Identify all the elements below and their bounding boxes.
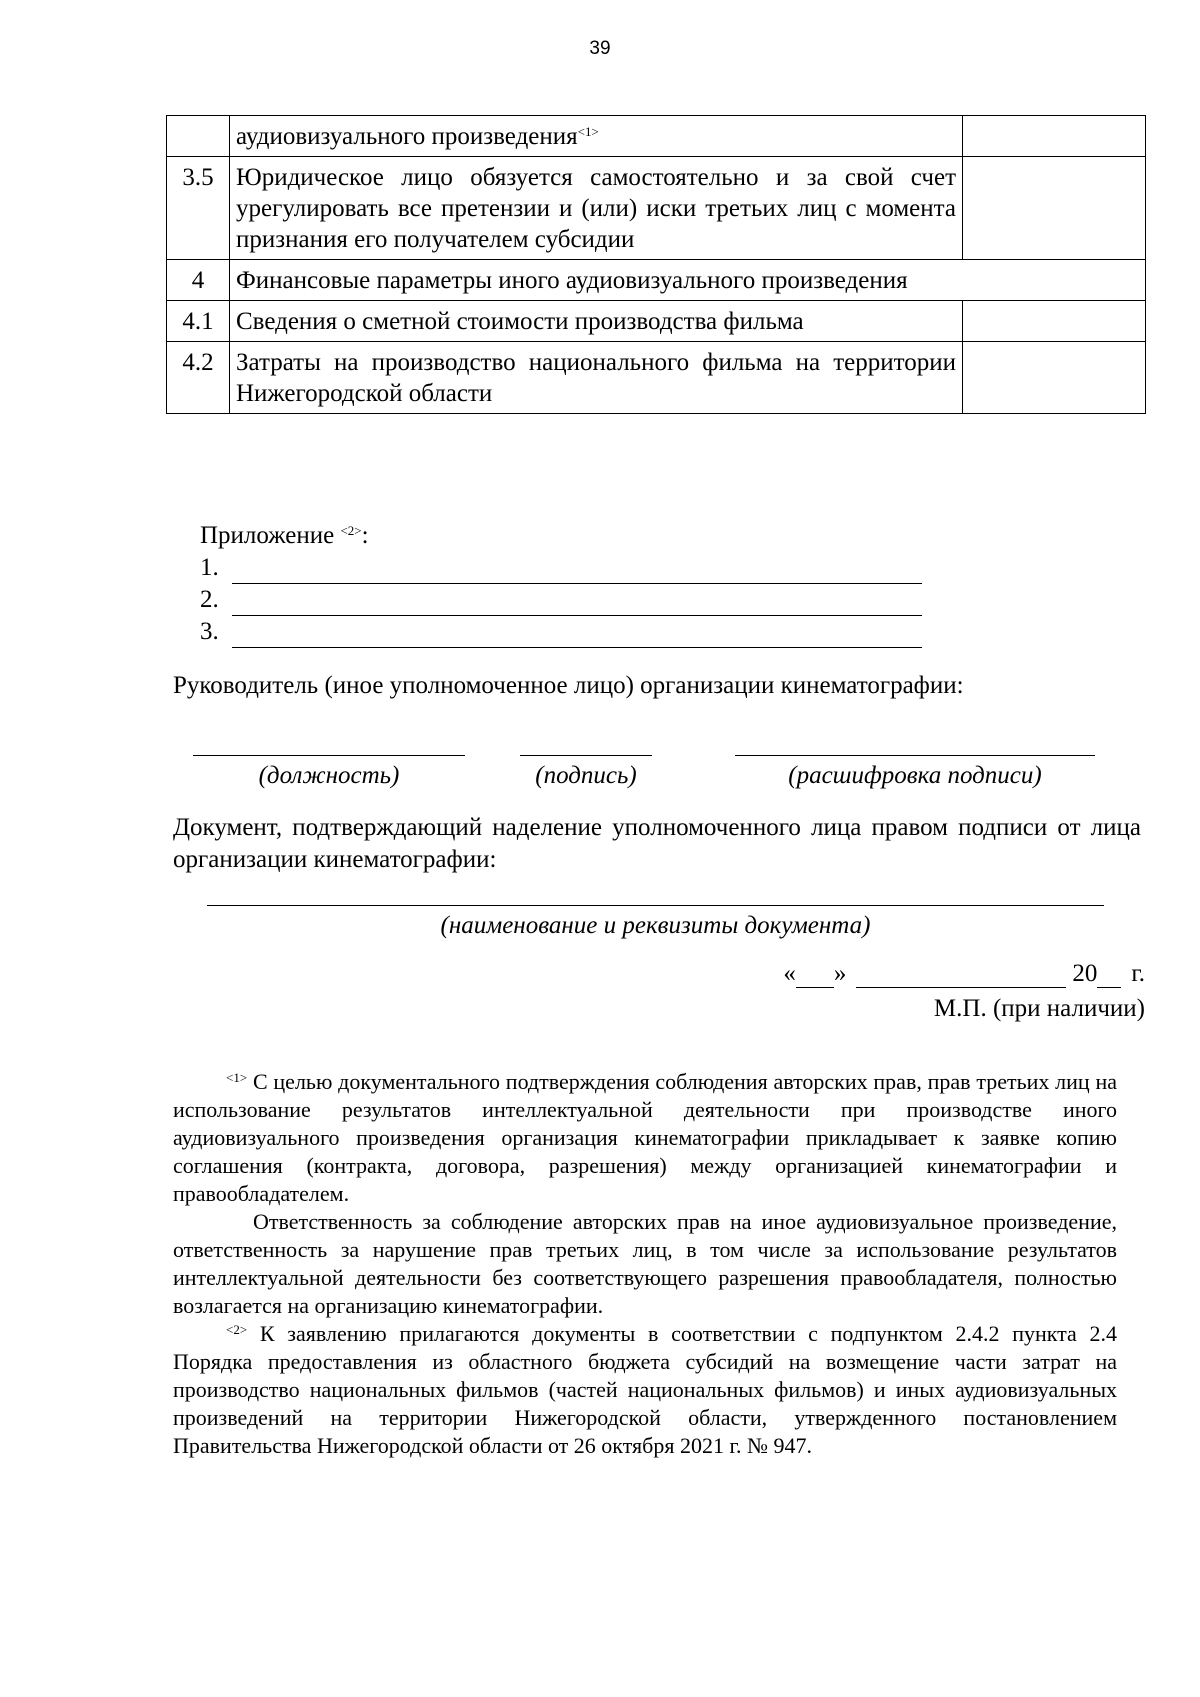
row-number: 3.5 [167, 157, 230, 260]
decode-field[interactable] [735, 735, 1095, 790]
footnote-ref-2: <2> [340, 523, 362, 538]
row-number [167, 116, 230, 157]
row-value [963, 342, 1146, 414]
appendix-block [200, 520, 922, 648]
appendix-item[interactable]: 2. [200, 584, 922, 616]
appendix-item[interactable]: 1. [200, 552, 922, 584]
row-value [963, 157, 1146, 260]
table-row [167, 157, 1146, 260]
year-blank[interactable] [1097, 965, 1121, 988]
footnotes [173, 1068, 1117, 1460]
doc-line: Документ, подтверждающий наделение уполномоченного лица правом подписи от лица организации кинематографии: [173, 814, 1141, 873]
row-number: 4 [167, 260, 230, 301]
row-number: 4.1 [167, 301, 230, 342]
decode-label: (расшифровка подписи) [788, 762, 1042, 789]
row-value [963, 301, 1146, 342]
row-value [963, 116, 1146, 157]
table-row [167, 301, 1146, 342]
position-label: (должность) [258, 762, 400, 789]
blank-line[interactable] [232, 591, 922, 616]
parameters-table [166, 115, 1146, 414]
appendix-title: Приложение $^{<2>}$: [200, 522, 369, 549]
blank-line[interactable] [232, 559, 922, 584]
table-row [167, 116, 1146, 157]
table-row [167, 260, 1146, 301]
footnote-1: $^{<1>}$ С целью документального подтверждения соблюдения авторских прав, прав третьих лиц на использование результатов интеллектуальной деятельности при производстве иного аудиовизуального произведения организация кинематографии прикладывает к заявке копию соглашения (контракта, договора, разрешения) между организацией кинематографии и правообладателем. [173, 1069, 1118, 1206]
row-text: Затраты на производство национального фильма на территории Нижегородской области [230, 342, 963, 414]
blank-line[interactable] [232, 623, 922, 648]
doc-name-label: (наименование и реквизиты документа) [440, 912, 871, 939]
row-text: аудиовизуального произведения$^{<1>}$ [230, 116, 963, 157]
signature-row [0, 735, 1200, 795]
sign-field[interactable] [520, 735, 652, 790]
doc-name-field[interactable] [207, 887, 1104, 940]
position-field[interactable] [193, 735, 465, 790]
footnote-2: $^{<2>}$ К заявлению прилагаются документы в соответствии с подпунктом 2.4.2 пункта 2.4 Порядка предоставления из областного бюджета субсидий на возмещение части затрат на производство национальных фильмов (частей национальных фильмов) и иных аудиовизуальных произведений на территории Нижегородской области, утвержденного постановлением Правительства Нижегородской области от 26 октября 2021 г. № 947. [173, 1321, 1118, 1458]
row-text: Юридическое лицо обязуется самостоятельно и за свой счет урегулировать все претензии и (или) иски третьих лиц с момента признания его получателем субсидии [230, 157, 963, 260]
month-blank[interactable] [856, 965, 1066, 988]
day-blank[interactable] [796, 965, 834, 988]
appendix-item[interactable]: 3. [200, 616, 922, 648]
footnote-1-continued: Ответственность за соблюдение авторских прав на иное аудиовизуальное произведение, ответственность за нарушение прав третьих лиц, в том числе за использование результатов интеллектуальной деятельности без соответствующего разрешения правообладателя, полностью возлагается на организацию кинематографии. [173, 1209, 1117, 1318]
head-label: Руководитель (иное уполномоченное лицо) организации кинематографии: [173, 672, 964, 699]
sign-label: (подпись) [535, 762, 637, 789]
row-text: Сведения о сметной стоимости производства фильма [230, 301, 963, 342]
footnote-ref-1: <1> [577, 124, 599, 139]
row-number: 4.2 [167, 342, 230, 414]
page-number: 39 [589, 38, 611, 59]
row-text-section: Финансовые параметры иного аудиовизуального произведения [230, 260, 1146, 301]
table-row [167, 342, 1146, 414]
stamp-label: М.П. (при наличии) [933, 995, 1145, 1022]
date-field[interactable]: « » 20 г. [783, 960, 1145, 987]
